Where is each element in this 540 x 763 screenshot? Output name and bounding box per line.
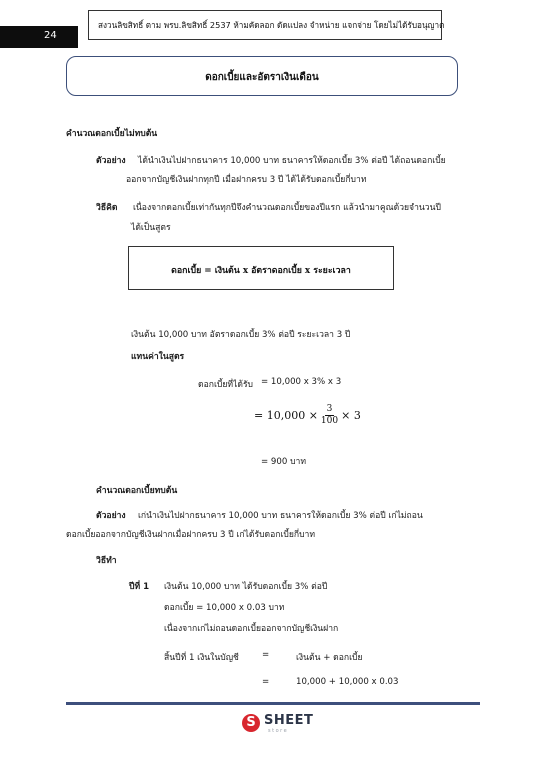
- balance-expr-1: เงินต้น + ดอกเบี้ย: [296, 653, 363, 663]
- section1-heading: คำนวณดอกเบี้ยไม่ทบต้น: [66, 129, 158, 139]
- section2-example-line2: ดอกเบี้ยออกจากบัญชีเงินฝากเมื่อฝากครบ 3 ปี เก่ได้รับดอกเบี้ยกี่บาท: [66, 530, 316, 540]
- section1-example-line2: ออกจากบัญชีเงินฝากทุกปี เมื่อฝากครบ 3 ปี ได้ได้รับดอกเบี้ยกี่บาท: [126, 175, 367, 185]
- balance-equals-1: =: [262, 650, 270, 660]
- section2-example-line1: เก่นำเงินไปฝากธนาคาร 10,000 บาท ธนาคารให้ดอกเบี้ย 3% ต่อปี เก่ไม่ถอน: [138, 511, 423, 521]
- year1-line2: ดอกเบี้ย = 10,000 x 0.03 บาท: [164, 603, 285, 613]
- section1-method-line2: ได้เป็นสูตร: [131, 223, 171, 233]
- fraction-numerator: 3: [326, 404, 333, 414]
- calc-step2: [254, 404, 361, 427]
- page-number-tab: [0, 26, 78, 48]
- sheet-store-logo-word: SHEET: [264, 713, 314, 728]
- year1-label: ปีที่ 1: [129, 582, 150, 592]
- fraction: [321, 404, 338, 427]
- balance-expr-2: 10,000 + 10,000 x 0.03: [296, 677, 399, 687]
- section2-example-label: ตัวอย่าง: [96, 511, 126, 521]
- year1-line1: เงินต้น 10,000 บาท ได้รับดอกเบี้ย 3% ต่อปี: [164, 582, 328, 592]
- section2-heading: คำนวณดอกเบี้ยทบต้น: [96, 486, 178, 496]
- balance-label: สิ้นปีที่ 1 เงินในบัญชี: [164, 653, 239, 663]
- section2-method-label: วิธีทำ: [96, 556, 117, 566]
- sheet-store-logo-sub: store: [268, 728, 289, 734]
- balance-equals-2: =: [262, 677, 270, 687]
- section1-example-label: ตัวอย่าง: [96, 156, 126, 166]
- given-values: เงินต้น 10,000 บาท อัตราดอกเบี้ย 3% ต่อปี ระยะเวลา 3 ปี: [131, 330, 351, 340]
- copyright-notice: สงวนลิขสิทธิ์ ตาม พรบ.ลิขสิทธิ์ 2537 ห้ามคัดลอก ดัดแปลง จำหน่าย แจกจ่าย โดยไม่ได้รับอนุญาต: [98, 20, 445, 30]
- page-title: ดอกเบี้ยและอัตราเงินเดือน: [205, 72, 319, 83]
- footer-rule: [66, 702, 480, 705]
- calc-step1: = 10,000 x 3% x 3: [261, 377, 342, 387]
- sheet-store-logo-icon: S: [242, 714, 260, 732]
- interest-formula: ดอกเบี้ย = เงินต้น x อัตราดอกเบี้ย x ระยะเวลา: [171, 266, 351, 276]
- section1-method-label: วิธีคิด: [96, 203, 118, 213]
- year1-line3: เนื่องจากเก่ไม่ถอนดอกเบี้ยออกจากบัญชีเงินฝาก: [164, 624, 339, 634]
- section1-example-line1: ได้นำเงินไปฝากธนาคาร 10,000 บาท ธนาคารให้ดอกเบี้ย 3% ต่อปี ได้ถอนดอกเบี้ย: [138, 156, 446, 166]
- substitute-heading: แทนค่าในสูตร: [131, 352, 185, 362]
- section1-method-line1: เนื่องจากดอกเบี้ยเท่ากันทุกปีจึงคำนวณดอกเบี้ยของปีแรก แล้วนำมาคูณด้วยจำนวนปี: [133, 203, 441, 213]
- calc-result: = 900 บาท: [261, 457, 307, 467]
- page-number: 24: [44, 30, 57, 41]
- calc-step2-left: = 10,000 ×: [254, 409, 318, 422]
- calc-step2-right: × 3: [341, 409, 361, 422]
- calc-label: ดอกเบี้ยที่ได้รับ: [198, 380, 254, 390]
- fraction-denominator: 100: [320, 416, 339, 426]
